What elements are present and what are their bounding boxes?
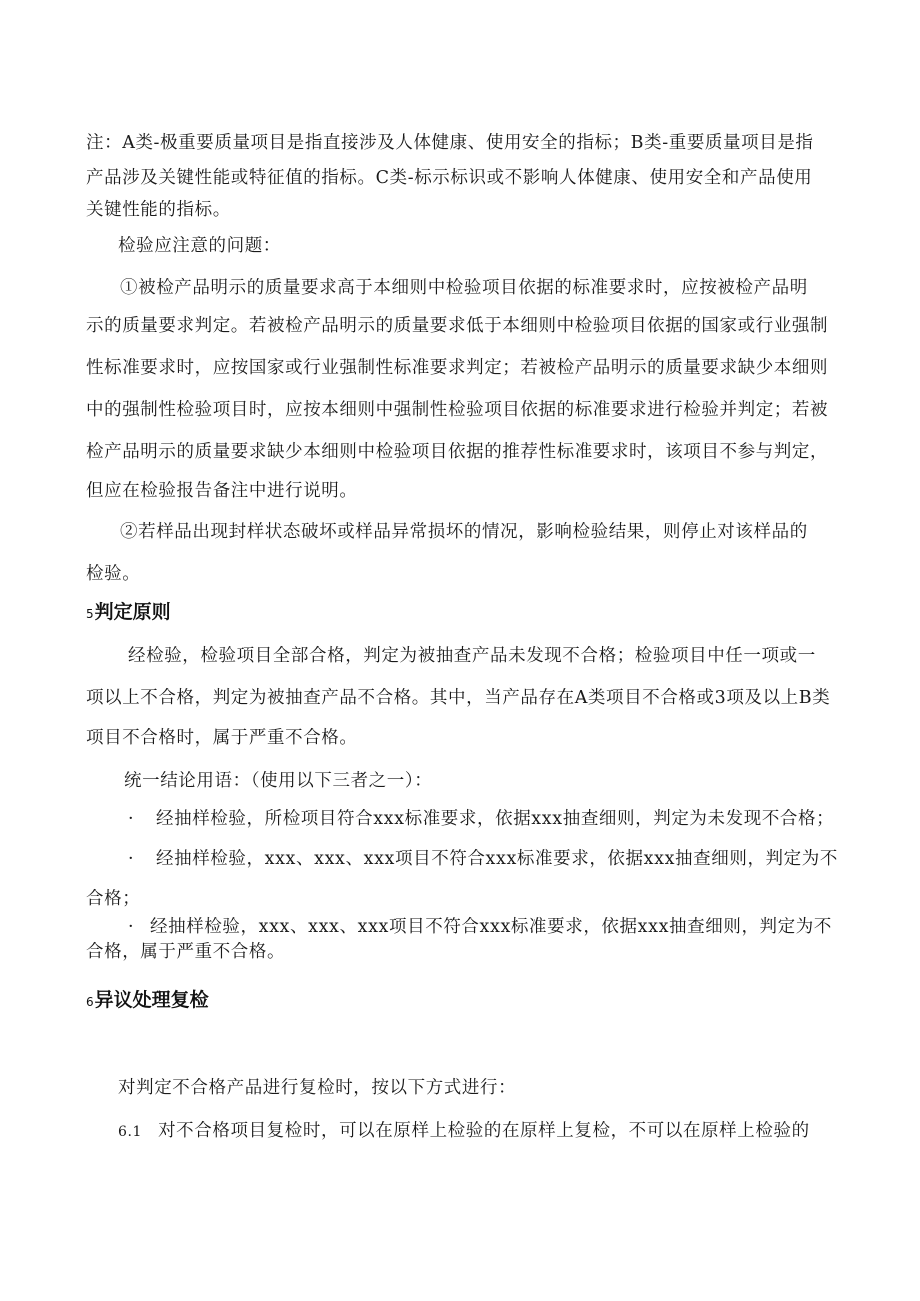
section-6-number: 6 xyxy=(86,995,94,1009)
section-5-number: 5 xyxy=(86,607,94,621)
item-6-1-text: 对不合格项目复检时，可以在原样上检验的在原样上复检，不可以在原样上检验的 xyxy=(158,1121,810,1141)
attention-item2-line-2: 检验。 xyxy=(86,564,141,584)
section6-item-6-1 xyxy=(118,1119,810,1144)
section-6-title: 异议处理复检 xyxy=(94,989,209,1011)
section5-para-line-3: 项目不合格时，属于严重不合格。 xyxy=(86,728,358,748)
conclusion-bullet-2-line-1 xyxy=(128,847,838,871)
note-line-1: 注：A类-极重要质量项目是指直接涉及人体健康、使用安全的指标；B类-重要质量项目是指 xyxy=(86,133,814,153)
bullet-2-text: 经抽样检验，xxx、xxx、xxx项目不符合xxx标准要求，依据xxx抽查细则，判定为不 xyxy=(156,849,838,869)
attention-title: 检验应注意的问题： xyxy=(118,236,281,256)
attention-item1-line-6: 但应在检验报告备注中进行说明。 xyxy=(86,481,358,501)
conclusion-bullet-1 xyxy=(128,807,834,831)
note-line-3: 关键性能的指标。 xyxy=(86,200,231,220)
bullet-1-text: 经抽样检验，所检项目符合xxx标准要求，依据xxx抽查细则，判定为未发现不合格； xyxy=(156,809,835,829)
note-line-2: 产品涉及关键性能或特征值的指标。C类-标示标识或不影响人体健康、使用安全和产品使用 xyxy=(86,168,813,188)
bullet-marker: · xyxy=(128,917,135,937)
attention-item1-line-4: 中的强制性检验项目时，应按本细则中强制性检验项目依据的标准要求进行检验并判定；若被 xyxy=(86,400,829,420)
bullet-marker: · xyxy=(128,809,135,829)
conclusion-bullet-2-line-2: 合格； xyxy=(86,889,141,909)
bullet-3-text: 经抽样检验，xxx、xxx、xxx项目不符合xxx标准要求，依据xxx抽查细则，判定为不 xyxy=(150,917,832,937)
attention-item1-line-3: 性标准要求时，应按国家或行业强制性标准要求判定；若被检产品明示的质量要求缺少本细则 xyxy=(86,358,829,378)
section-5-title: 判定原则 xyxy=(94,601,171,623)
section6-intro: 对判定不合格产品进行复检时，按以下方式进行： xyxy=(118,1078,517,1098)
attention-item1-line-5: 检产品明示的质量要求缺少本细则中检验项目依据的推荐性标准要求时，该项目不参与判定， xyxy=(86,442,829,462)
conclusion-bullet-3-line-2: 合格，属于严重不合格。 xyxy=(86,942,286,962)
section-6-heading xyxy=(86,987,209,1015)
conclusion-title: 统一结论用语：（使用以下三者之一）： xyxy=(124,771,433,791)
section5-para-line-1: 经检验，检验项目全部合格，判定为被抽查产品未发现不合格；检验项目中任一项或一 xyxy=(128,646,816,666)
conclusion-bullet-3-line-1 xyxy=(128,915,832,939)
attention-item1-line-1: ①被检产品明示的质量要求高于本细则中检验项目依据的标准要求时，应按被检产品明 xyxy=(120,278,808,298)
section-5-heading xyxy=(86,599,171,627)
attention-item1-line-2: 示的质量要求判定。若被检产品明示的质量要求低于本细则中检验项目依据的国家或行业强制 xyxy=(86,316,829,336)
item-6-1-number: 6.1 xyxy=(118,1124,143,1140)
attention-item2-line-1: ②若样品出现封样状态破坏或样品异常损坏的情况，影响检验结果，则停止对该样品的 xyxy=(120,522,808,542)
section5-para-line-2: 项以上不合格，判定为被抽查产品不合格。其中，当产品存在A类项目不合格或3项及以上B类 xyxy=(86,688,831,708)
bullet-marker: · xyxy=(128,849,135,869)
